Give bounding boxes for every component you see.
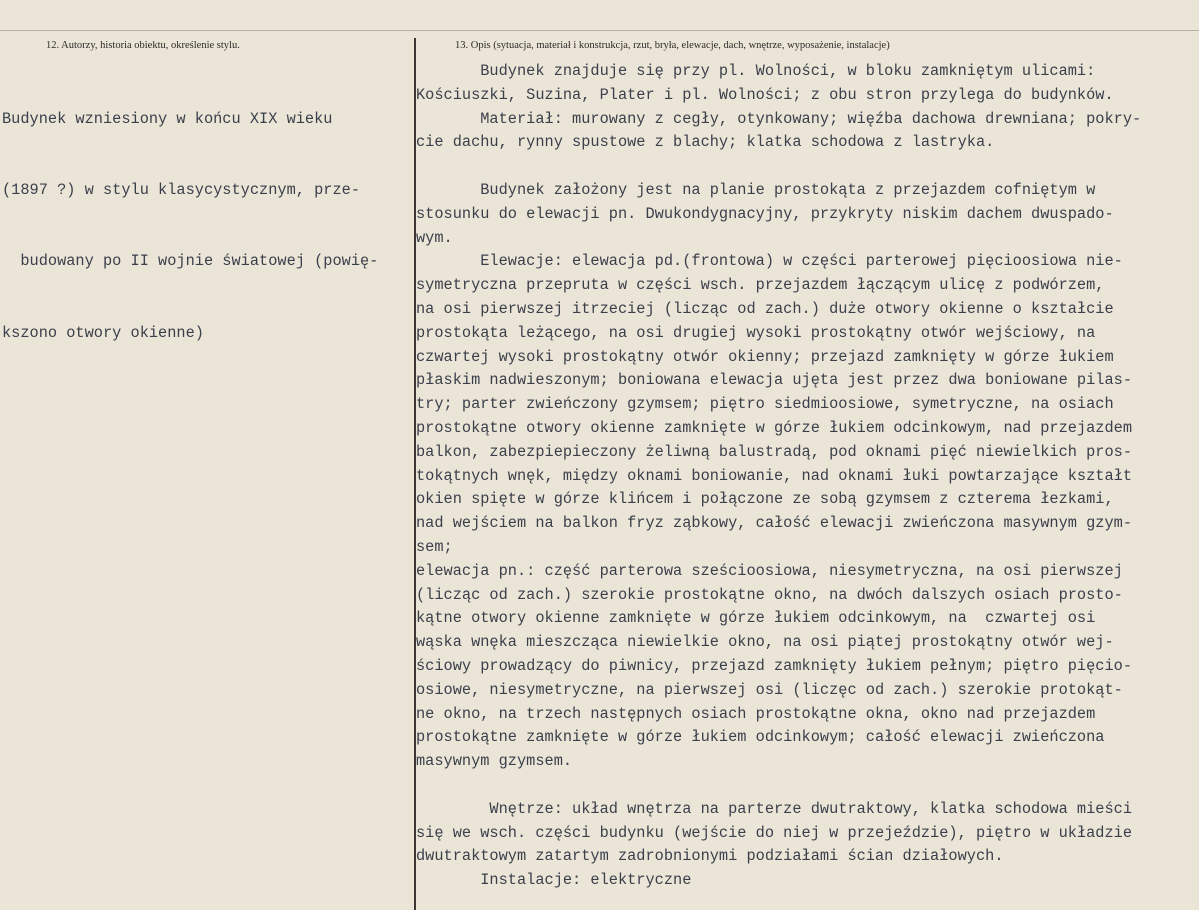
text-line: Budynek wzniesiony w końcu XIX wieku	[2, 109, 333, 128]
text-line: tokątnych wnęk, między oknami boniowanie, nad oknami łuki powtarzające kształt	[416, 466, 1133, 485]
right-column-header: 13. Opis (sytuacja, materiał i konstrukcja, rzut, bryła, elewacje, dach, wnętrze, wyposażenie, instalacje)	[455, 40, 890, 51]
text-line: okien spięte w górze klińcem i połączone ze sobą gzymsem z czterema łezkami,	[416, 490, 1114, 509]
text-line: symetryczna przepruta w części wsch. przejazdem łączącym ulicę z podwórzem,	[416, 276, 1105, 295]
text-line: prostokąta leżącego, na osi drugiej wysoki prostokątny otwór wejściowy, na	[416, 323, 1096, 342]
text-line: elewacja pn.: część parterowa sześcioosiowa, niesymetryczna, na osi pierwszej	[416, 561, 1123, 580]
text-line: wym.	[416, 228, 453, 247]
right-column-text	[416, 60, 1141, 893]
text-line: Instalacje: elektryczne	[416, 871, 692, 890]
text-line: balkon, zabezpiepieczony żeliwną balustradą, pod oknami pięć niewielkich pros-	[416, 442, 1133, 461]
text-line	[416, 155, 1141, 179]
text-line: czwartej wysoki prostokątny otwór okienny; przejazd zamknięty w górze łukiem	[416, 347, 1114, 366]
top-rule	[0, 30, 1199, 31]
text-line: cie dachu, rynny spustowe z blachy; klatka schodowa z lastryka.	[416, 133, 995, 152]
text-line: prostokątne zamknięte w górze łukiem odcinkowym; całość elewacji zwieńczona	[416, 728, 1105, 747]
left-column-text	[2, 60, 378, 393]
text-line: Budynek znajduje się przy pl. Wolności, w bloku zamkniętym ulicami:	[416, 62, 1096, 80]
text-line: osiowe, niesymetryczne, na pierwszej osi (liczęc od zach.) szerokie protokąt-	[416, 680, 1123, 699]
text-line: na osi pierwszej itrzeciej (licząc od zach.) duże otwory okienne o kształcie	[416, 299, 1114, 318]
text-line: masywnym gzymsem.	[416, 752, 573, 771]
text-line: nad wejściem na balkon fryz ząbkowy, całość elewacji zwieńczona masywnym gzym-	[416, 514, 1133, 533]
text-line: (1897 ?) w stylu klasycystycznym, prze-	[2, 180, 361, 199]
text-line: Kościuszki, Suzina, Plater i pl. Wolności; z obu stron przylega do budynków.	[416, 85, 1114, 104]
text-line: się we wsch. części budynku (wejście do niej w przejeździe), piętro w układzie	[416, 823, 1133, 842]
text-line: ściowy prowadzący do piwnicy, przejazd zamknięty łukiem pełnym; piętro pięcio-	[416, 656, 1133, 675]
text-line: Budynek założony jest na planie prostokąta z przejazdem cofniętym w	[416, 180, 1096, 199]
text-line: stosunku do elewacji pn. Dwukondygnacyjny, przykryty niskim dachem dwuspado-	[416, 204, 1114, 223]
text-line: try; parter zwieńczony gzymsem; piętro siedmioosiowe, symetryczne, na osiach	[416, 395, 1114, 414]
text-line: kszono otwory okienne)	[2, 323, 204, 342]
text-line	[416, 774, 1141, 798]
text-line: ne okno, na trzech następnych osiach prostokątne okna, okno nad przejazdem	[416, 704, 1096, 723]
text-line: (licząc od zach.) szerokie prostokątne okno, na dwóch dalszych osiach prosto-	[416, 585, 1123, 604]
text-line: sem;	[416, 537, 453, 556]
text-line: dwutraktowym zatartym zadrobnionymi podziałami ścian działowych.	[416, 847, 1004, 866]
text-line: Wnętrze: układ wnętrza na parterze dwutraktowy, klatka schodowa mieści	[416, 799, 1133, 818]
text-line: Elewacje: elewacja pd.(frontowa) w części parterowej pięcioosiowa nie-	[416, 252, 1123, 271]
text-line: wąska wnęka mieszcząca niewielkie okno, na osi piątej prostokątny otwór wej-	[416, 633, 1114, 652]
text-line: płaskim nadwieszonym; boniowana elewacja ujęta jest przez dwa boniowane pilas-	[416, 371, 1133, 390]
text-line: Materiał: murowany z cegły, otynkowany; więźba dachowa drewniana; pokry-	[416, 109, 1142, 128]
text-line: prostokątne otwory okienne zamknięte w górze łukiem odcinkowym, nad przejazdem	[416, 418, 1133, 437]
text-line: kątne otwory okienne zamknięte w górze łukiem odcinkowym, na czwartej osi	[416, 609, 1096, 628]
text-line: budowany po II wojnie światowej (powię-	[2, 252, 379, 271]
left-column-header: 12. Autorzy, historia obiektu, określenie stylu.	[46, 40, 240, 51]
